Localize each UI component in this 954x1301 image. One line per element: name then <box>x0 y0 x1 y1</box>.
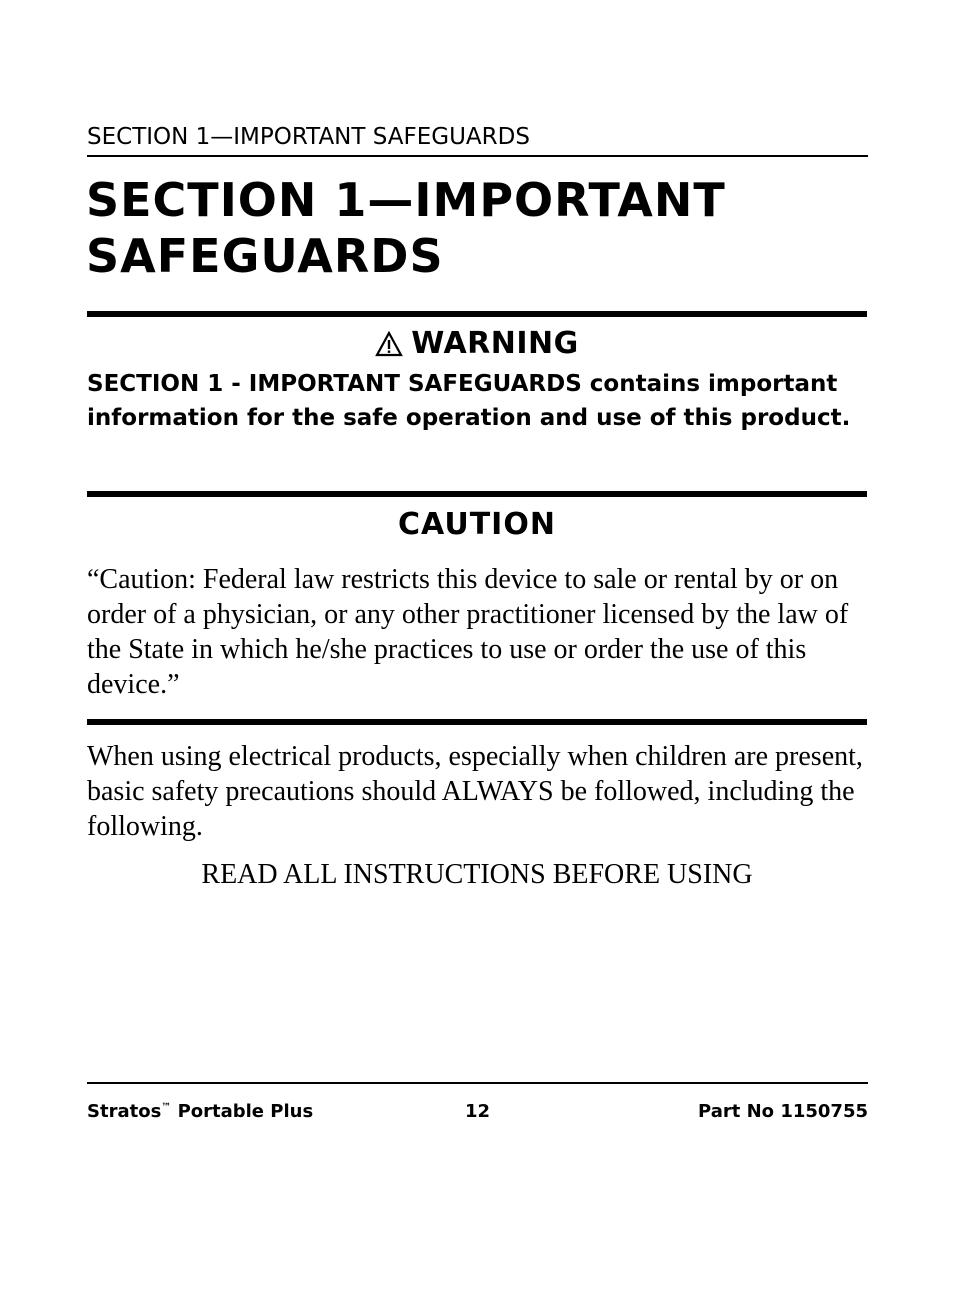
read-instructions-notice: READ ALL INSTRUCTIONS BEFORE USING <box>201 859 753 890</box>
product-name: Stratos <box>87 1101 162 1122</box>
footer-rule <box>87 1082 868 1084</box>
caution-text: “Caution: Federal law restricts this device to sale or rental by or on order of a physician, or any other practitioner licensed by the law of the State in which he/she practices to use or order the use of this device.” <box>87 564 849 700</box>
footer-page-number: 12 <box>464 1101 491 1122</box>
warning-text: SECTION 1 - IMPORTANT SAFEGUARDS contains important information for the safe operation and use of this product. <box>87 371 851 431</box>
page-title: SECTION 1—IMPORTANT SAFEGUARDS <box>86 173 726 283</box>
warning-triangle-icon <box>375 331 403 357</box>
product-suffix: Portable Plus <box>177 1101 314 1122</box>
warning-top-rule <box>87 311 867 317</box>
header-rule <box>87 155 868 157</box>
footer-product-name <box>87 1101 313 1122</box>
trademark-symbol: ™ <box>161 1102 172 1113</box>
running-header: SECTION 1—IMPORTANT SAFEGUARDS <box>87 124 530 150</box>
caution-bottom-rule <box>87 719 867 725</box>
caution-top-rule <box>87 491 867 497</box>
warning-heading <box>87 324 867 364</box>
footer-part-number: Part No 1150755 <box>698 1101 868 1122</box>
warning-heading-label: WARNING <box>411 326 579 361</box>
caution-heading: CAUTION <box>398 507 556 542</box>
intro-paragraph: When using electrical products, especially when children are present, basic safety precautions should ALWAYS be followed, including the following. <box>87 741 863 842</box>
